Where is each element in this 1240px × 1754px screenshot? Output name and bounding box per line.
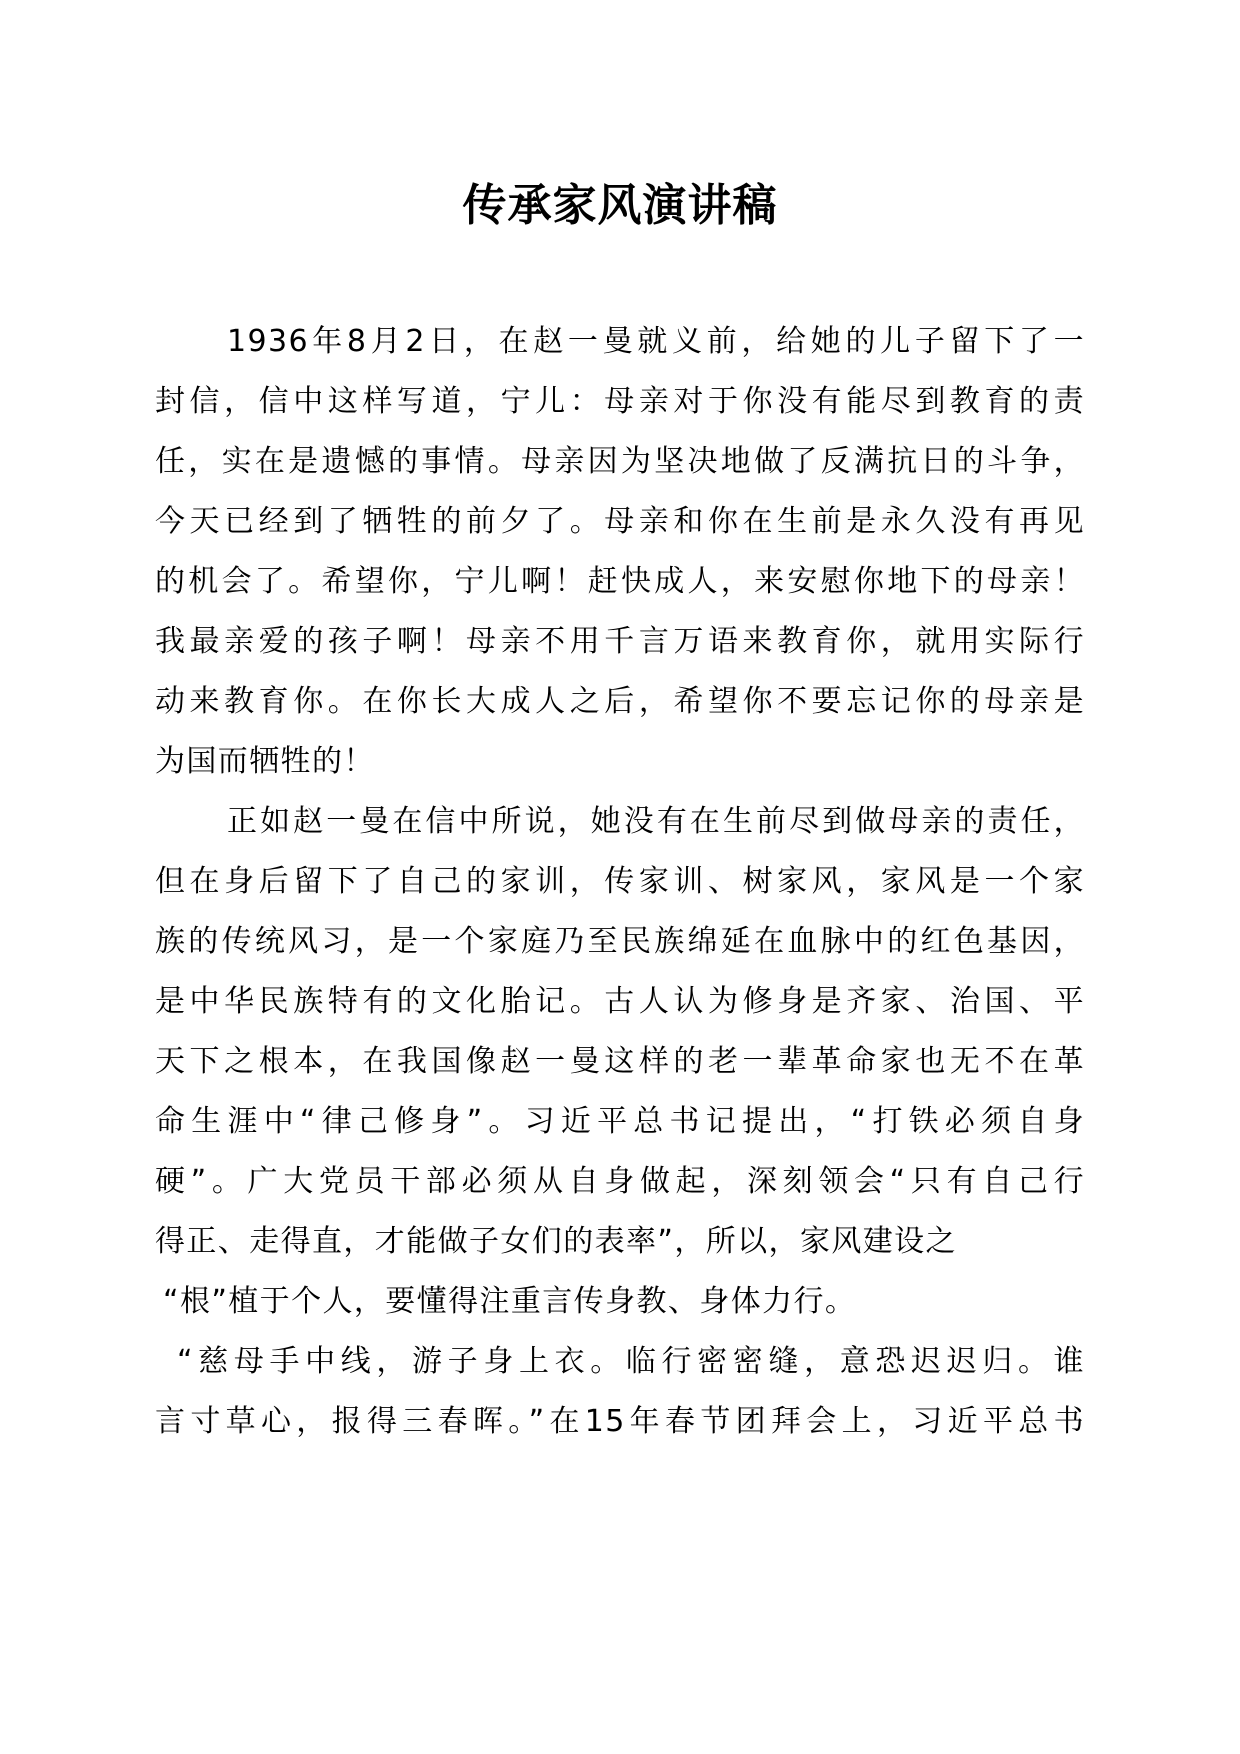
text-line: 动来教育你。在你长大成人之后，希望你不要忘记你的母亲是 — [155, 684, 1085, 719]
text-line: 言寸草心，报得三春晖。”在15年春节团拜会上，习近平总书 — [155, 1404, 1085, 1439]
text-line: 为国而牺牲的！ — [155, 744, 375, 779]
text-line: 硬”。广大党员干部必须从自身做起，深刻领会“只有自己行 — [155, 1164, 1085, 1199]
text-line: 族的传统风习，是一个家庭乃至民族绵延在血脉中的红色基因， — [155, 924, 1085, 959]
text-line: 我最亲爱的孩子啊！母亲不用千言万语来教育你，就用实际行 — [155, 624, 1085, 659]
text-line: 的机会了。希望你，宁儿啊！赶快成人，来安慰你地下的母亲！ — [155, 564, 1085, 599]
text-line: 任，实在是遗憾的事情。母亲因为坚决地做了反满抗日的斗争， — [155, 444, 1085, 479]
text-line: “慈母手中线，游子身上衣。临行密密缝，意恐迟迟归。谁 — [177, 1344, 1085, 1379]
text-line: 封信，信中这样写道，宁儿：母亲对于你没有能尽到教育的责 — [155, 384, 1085, 419]
text-line: 得正、走得直，才能做子女们的表率”，所以，家风建设之 — [155, 1224, 957, 1259]
document-body — [155, 312, 1085, 1452]
document-title: 传承家风演讲稿 — [462, 180, 778, 231]
text-line: 但在身后留下了自己的家训，传家训、树家风，家风是一个家 — [155, 864, 1085, 899]
text-line: 天下之根本，在我国像赵一曼这样的老一辈革命家也无不在革 — [155, 1044, 1085, 1079]
text-line: 正如赵一曼在信中所说，她没有在生前尽到做母亲的责任， — [227, 804, 1085, 839]
text-line: 1936年8月2日，在赵一曼就义前，给她的儿子留下了一 — [227, 324, 1085, 359]
text-line: 是中华民族特有的文化胎记。古人认为修身是齐家、治国、平 — [155, 984, 1085, 1019]
text-line: 命生涯中“律己修身”。习近平总书记提出，“打铁必须自身 — [155, 1104, 1085, 1139]
text-line: “根”植于个人，要懂得注重言传身教、身体力行。 — [163, 1284, 857, 1319]
text-line: 今天已经到了牺牲的前夕了。母亲和你在生前是永久没有再见 — [155, 504, 1085, 539]
